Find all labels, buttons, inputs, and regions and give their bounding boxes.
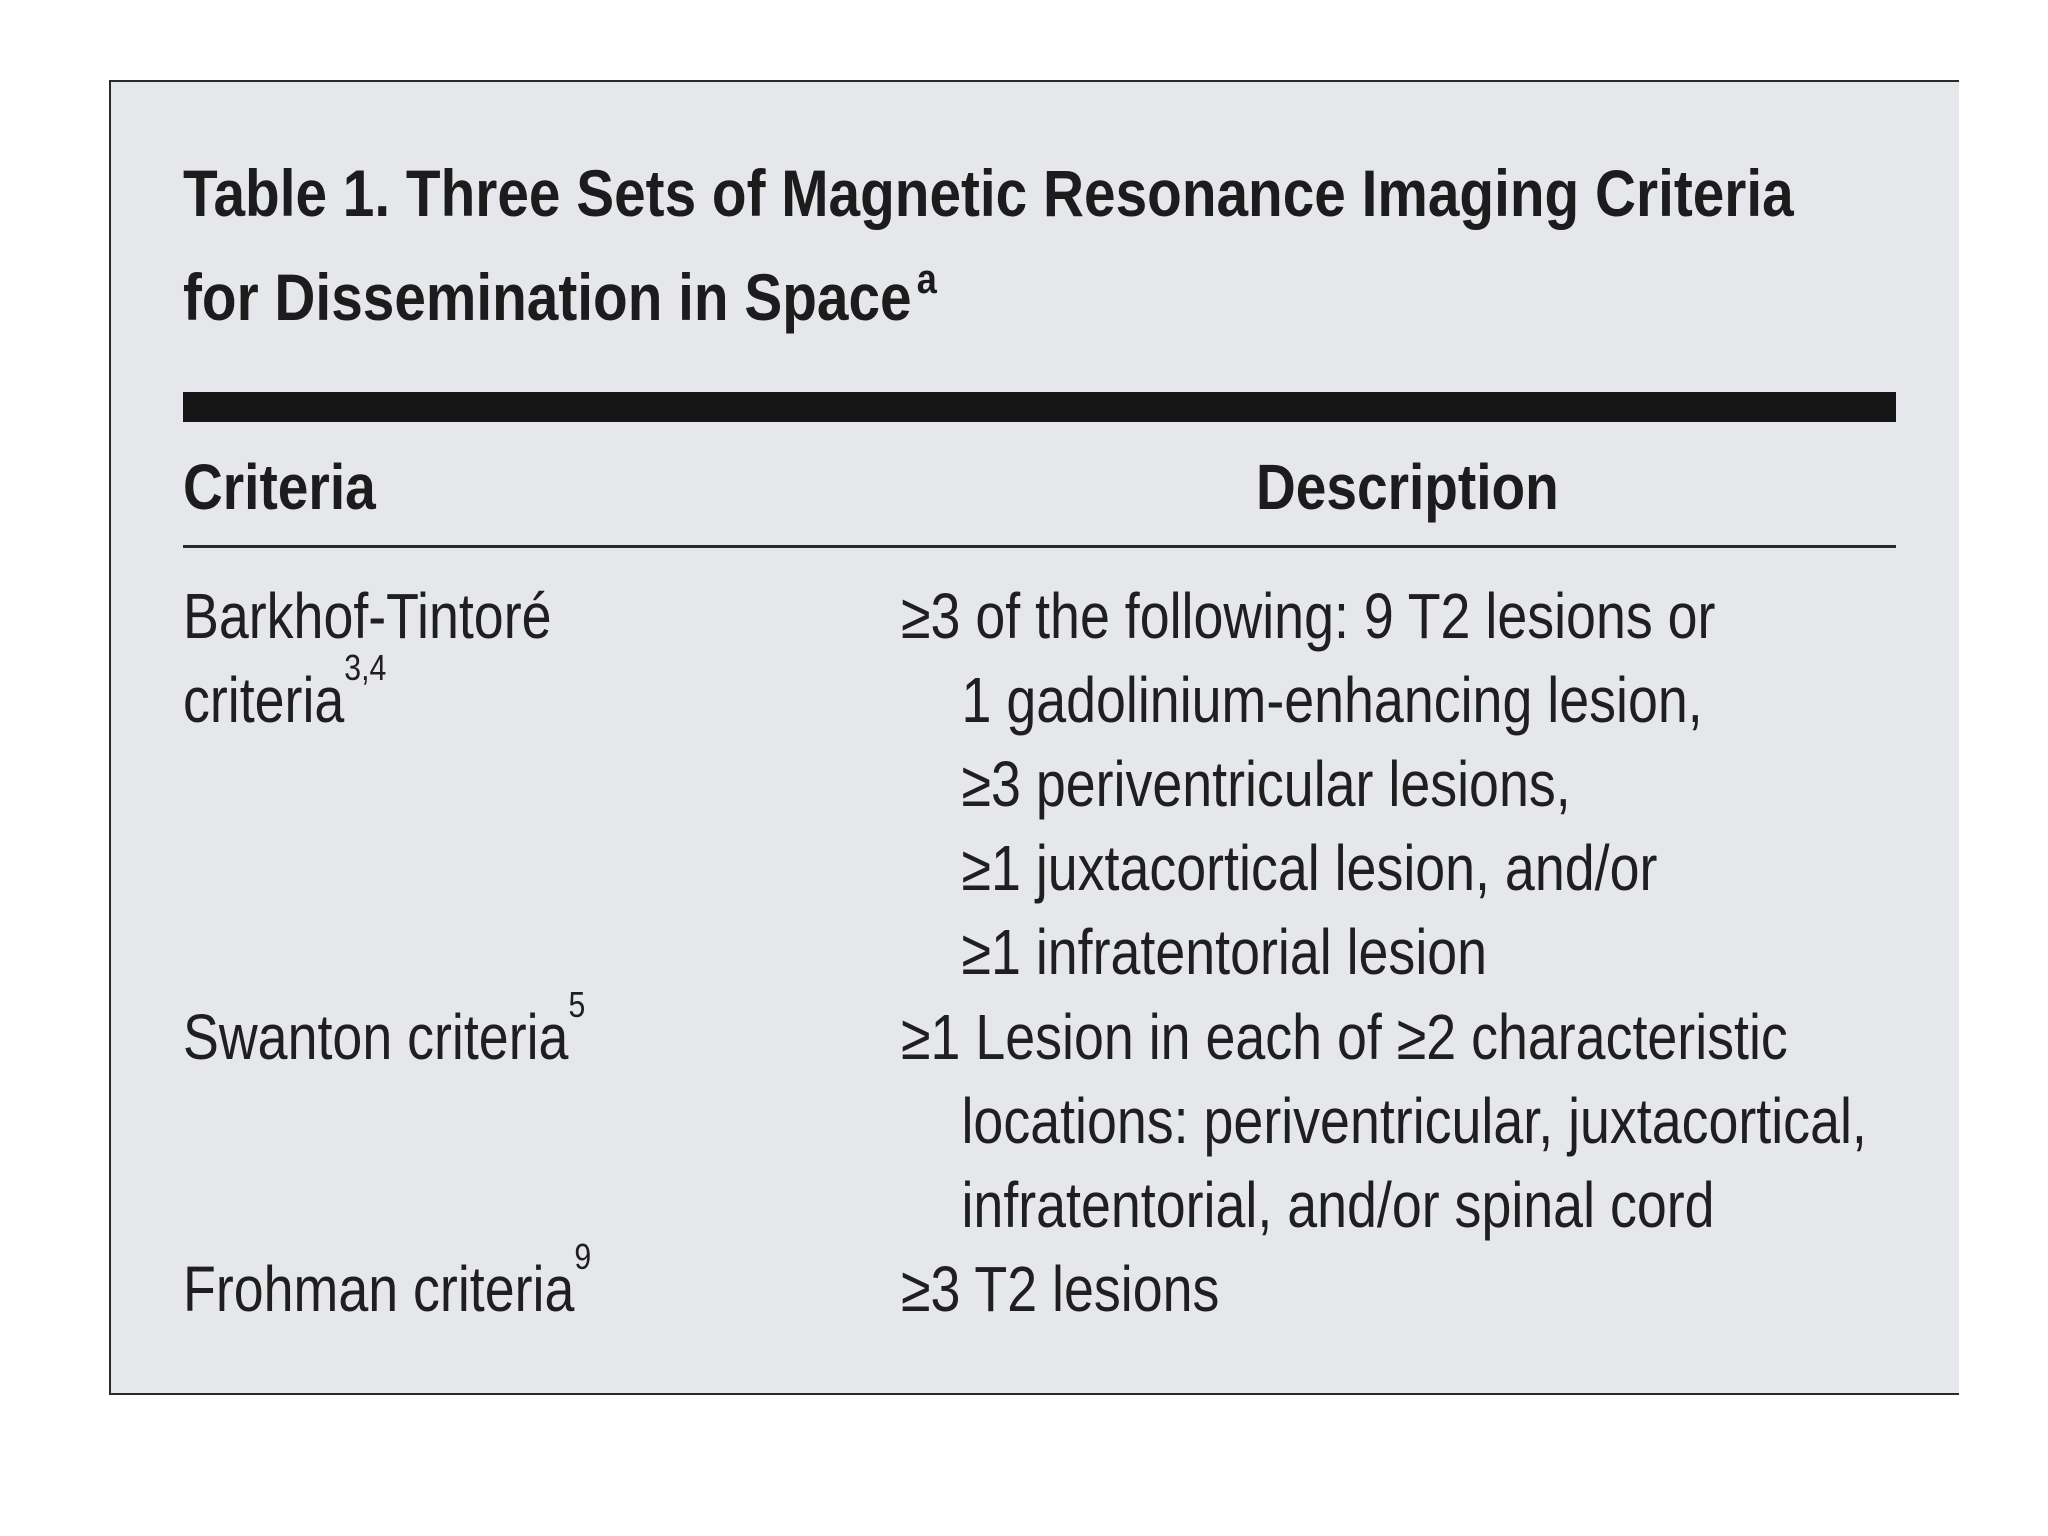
criteria-name: Swanton criteria (183, 1001, 569, 1073)
description-line: ≥1 juxtacortical lesion, and/or (961, 832, 1658, 904)
description-line: infratentorial, and/or spinal cord (961, 1169, 1715, 1241)
row-swanton-criteria (183, 984, 586, 1079)
table-header-rule (183, 545, 1896, 548)
row-barkhof-criteria (183, 574, 551, 742)
criteria-reference: 3,4 (344, 647, 387, 688)
description-line: ≥3 periventricular lesions, (961, 748, 1571, 820)
table-title-line2-text: for Dissemination in Space (183, 260, 912, 334)
table-title (183, 148, 1794, 342)
description-line: ≥3 T2 lesions (901, 1253, 1220, 1325)
table-panel (109, 80, 1959, 1395)
criteria-name-line1: Barkhof-Tintoré (183, 580, 552, 652)
table-top-rule (183, 392, 1896, 422)
table-title-line2 (183, 238, 1679, 342)
table-title-line1: Table 1. Three Sets of Magnetic Resonance Imaging Criteria (183, 156, 1794, 230)
description-line: ≥1 infratentorial lesion (961, 916, 1488, 988)
criteria-reference: 5 (568, 984, 586, 1025)
column-header-criteria: Criteria (183, 451, 376, 523)
description-line: locations: periventricular, juxtacortical, (961, 1085, 1867, 1157)
description-line: ≥3 of the following: 9 T2 lesions or (901, 580, 1716, 652)
criteria-reference: 9 (574, 1236, 592, 1277)
column-header-description: Description (1256, 451, 1559, 523)
description-line: ≥1 Lesion in each of ≥2 characteristic (901, 1001, 1788, 1073)
row-frohman-description (901, 1247, 1219, 1331)
description-line: 1 gadolinium-enhancing lesion, (961, 664, 1703, 736)
row-swanton-description (901, 995, 1867, 1247)
criteria-name: Frohman criteria (183, 1253, 575, 1325)
row-barkhof-description (901, 574, 1715, 994)
title-footnote-marker: a (916, 255, 937, 302)
row-frohman-criteria (183, 1236, 592, 1331)
criteria-name-line2: criteria (183, 664, 345, 736)
